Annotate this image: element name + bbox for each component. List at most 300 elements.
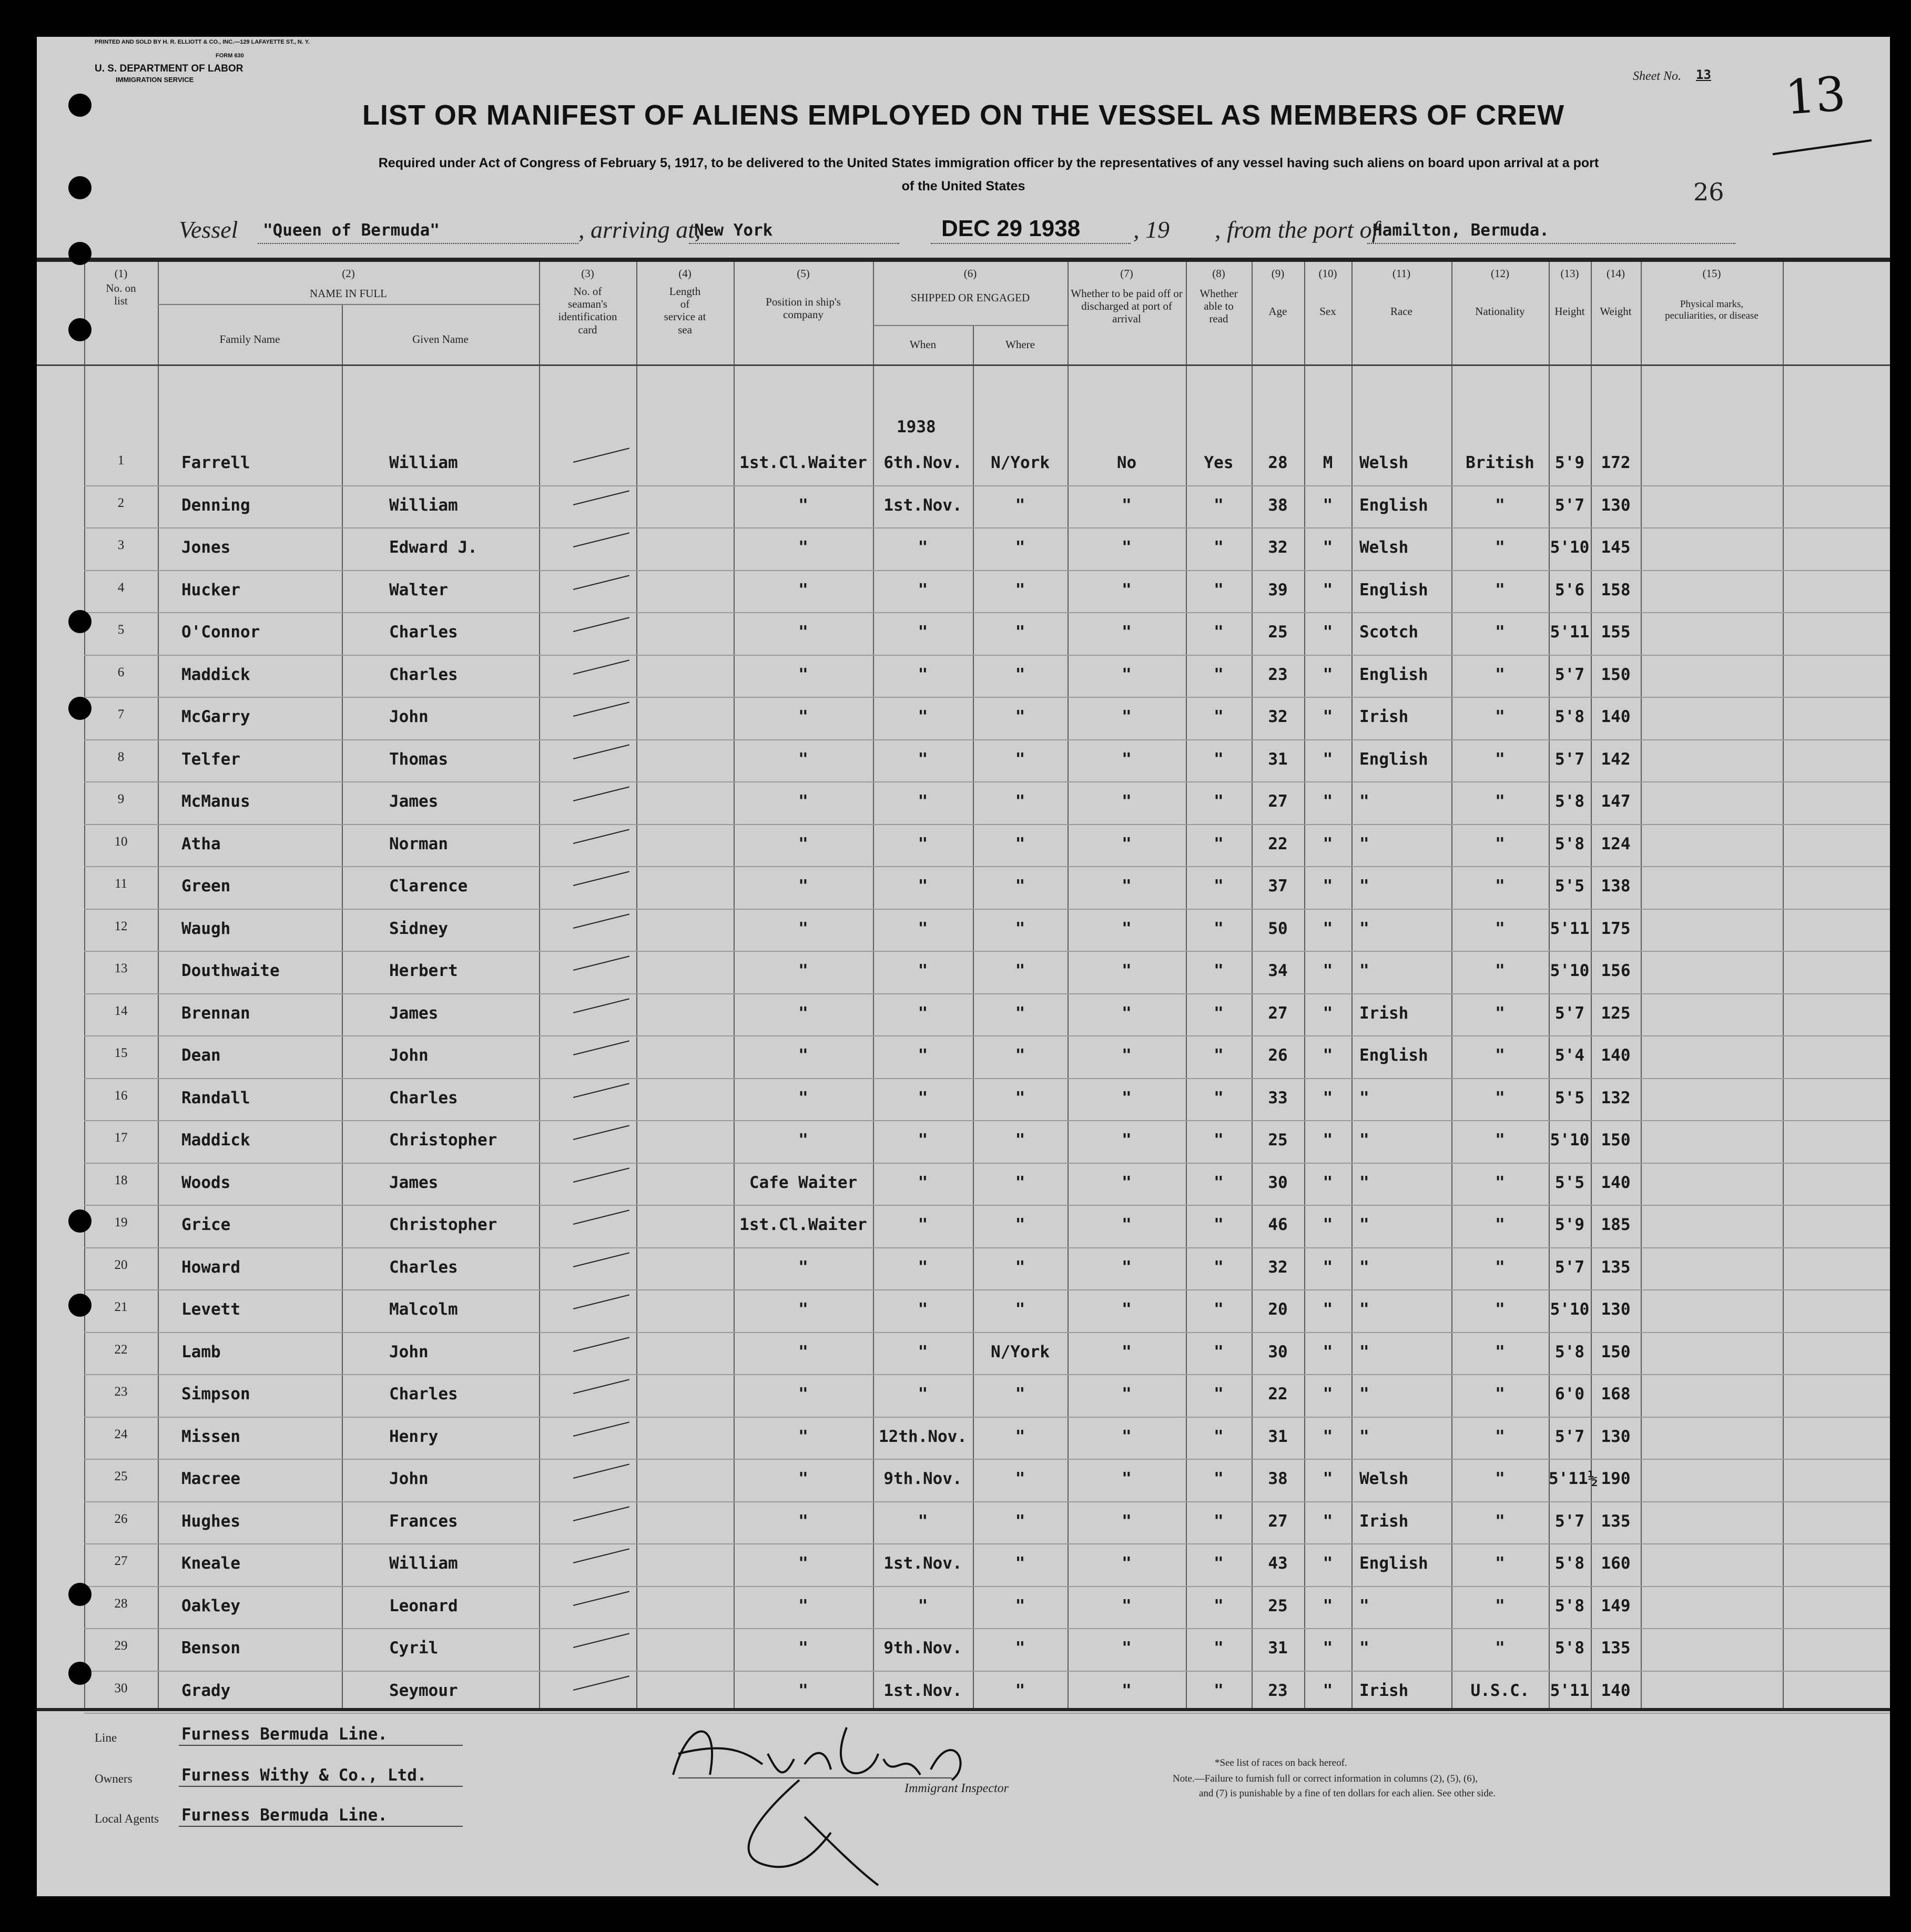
col-header-sex: (10) Sex: [1318, 267, 1337, 318]
family-name: Dean: [181, 1046, 221, 1065]
nationality: ": [1495, 1342, 1505, 1361]
family-name: Grady: [181, 1681, 231, 1700]
age: 34: [1268, 961, 1288, 980]
checkmark: [573, 1209, 629, 1225]
checkmark: [573, 1675, 629, 1691]
given-name: Clarence: [389, 877, 468, 896]
race: ": [1359, 1173, 1369, 1192]
race: ": [1359, 919, 1369, 938]
shipped-where: ": [1015, 623, 1025, 642]
height: 5'7: [1555, 1427, 1584, 1446]
sex: ": [1323, 1469, 1333, 1488]
given-name: Herbert: [389, 961, 458, 980]
handwritten-count: 26: [1693, 178, 1724, 206]
shipped-when: 9th.Nov.: [883, 1639, 962, 1658]
position: ": [798, 1511, 808, 1531]
able-to-read: ": [1214, 1427, 1224, 1446]
weight: 135: [1601, 1511, 1631, 1531]
race: ": [1359, 1427, 1369, 1446]
race: Irish: [1359, 1003, 1409, 1023]
weight: 125: [1601, 1003, 1631, 1023]
sex: ": [1323, 1511, 1333, 1531]
crew-table: [37, 262, 1890, 1708]
sex: ": [1323, 834, 1333, 853]
weight: 138: [1601, 877, 1631, 896]
able-to-read: ": [1214, 1554, 1224, 1573]
family-name: Oakley: [181, 1596, 240, 1615]
paid-off: ": [1122, 1046, 1132, 1065]
shipped-when: ": [918, 1511, 928, 1531]
shipped-where: ": [1015, 580, 1025, 599]
sex: ": [1323, 538, 1333, 557]
able-to-read: ": [1214, 1131, 1224, 1150]
paid-off: ": [1122, 792, 1132, 811]
race: ": [1359, 1596, 1369, 1615]
punch-hole: [68, 697, 92, 720]
race: ": [1359, 1342, 1369, 1361]
line-value: Furness Bermuda Line.: [181, 1725, 388, 1744]
given-name: James: [389, 792, 439, 811]
position: ": [798, 792, 808, 811]
able-to-read: ": [1214, 834, 1224, 853]
able-to-read: ": [1214, 1639, 1224, 1658]
table-top-rule: [37, 258, 1890, 262]
able-to-read: ": [1214, 538, 1224, 557]
nationality: ": [1495, 961, 1505, 980]
shipped-when: ": [918, 1003, 928, 1023]
family-name: Levett: [181, 1300, 240, 1319]
weight: 172: [1601, 453, 1631, 472]
age: 30: [1268, 1342, 1288, 1361]
checkmark: [573, 1548, 629, 1563]
table-row: [37, 658, 1890, 700]
handwritten-underline: [1773, 139, 1872, 155]
position: ": [798, 1131, 808, 1150]
row-number: 28: [114, 1596, 128, 1611]
shipped-where: ": [1015, 1088, 1025, 1107]
col-header-weight: (14) Weight: [1600, 267, 1632, 318]
race: Irish: [1359, 1511, 1409, 1531]
vessel-name: "Queen of Bermuda": [263, 221, 440, 240]
line-label: Line: [95, 1731, 117, 1744]
handwritten-sheet-number: 13: [1783, 66, 1848, 126]
given-name: John: [389, 1046, 429, 1065]
service: IMMIGRATION SERVICE: [116, 76, 194, 84]
col-header-nationality: (12) Nationality: [1475, 267, 1525, 318]
checkmark: [573, 1379, 629, 1394]
sex: ": [1323, 1385, 1333, 1404]
arrival-date-stamp: DEC 29 1938: [941, 216, 1081, 241]
age: 31: [1268, 1427, 1288, 1446]
arriving-label: , arriving at,: [578, 216, 701, 243]
punch-hole: [68, 94, 92, 117]
given-name: Leonard: [389, 1596, 458, 1615]
punch-hole: [68, 1209, 92, 1233]
able-to-read: ": [1214, 919, 1224, 938]
col-header-where: Where: [1005, 338, 1035, 351]
position: ": [798, 1046, 808, 1065]
sex: ": [1323, 792, 1333, 811]
checkmark: [573, 786, 629, 801]
table-row: [37, 954, 1890, 996]
weight: 140: [1601, 707, 1631, 726]
position: ": [798, 665, 808, 684]
table-row: [37, 869, 1890, 912]
row-number: 17: [114, 1131, 128, 1145]
position: 1st.Cl.Waiter: [739, 453, 867, 472]
paid-off: ": [1122, 1088, 1132, 1107]
age: 22: [1268, 834, 1288, 853]
shipped-when: ": [918, 538, 928, 557]
weight: 156: [1601, 961, 1631, 980]
shipped-when: ": [918, 1257, 928, 1277]
race: Irish: [1359, 1681, 1409, 1700]
height: 5'9: [1555, 1215, 1584, 1234]
age: 23: [1268, 665, 1288, 684]
height: 5'7: [1555, 1257, 1584, 1277]
age: 25: [1268, 1596, 1288, 1615]
weight: 140: [1601, 1046, 1631, 1065]
family-name: Denning: [181, 495, 250, 515]
family-name: Jones: [181, 538, 231, 557]
age: 33: [1268, 1088, 1288, 1107]
nationality: ": [1495, 1427, 1505, 1446]
row-number: 3: [117, 538, 125, 552]
shipped-when: ": [918, 580, 928, 599]
table-row: [37, 1250, 1890, 1293]
race: ": [1359, 1215, 1369, 1234]
table-row: [37, 446, 1890, 489]
given-name: Christopher: [389, 1215, 497, 1234]
row-number: 21: [114, 1300, 128, 1314]
sex: ": [1323, 1131, 1333, 1150]
shipped-where: ": [1015, 707, 1025, 726]
checkmark: [573, 448, 629, 463]
shipped-where: ": [1015, 834, 1025, 853]
able-to-read: ": [1214, 495, 1224, 515]
paid-off: ": [1122, 580, 1132, 599]
weight: 145: [1601, 538, 1631, 557]
paid-off: ": [1122, 623, 1132, 642]
checkmark: [573, 617, 629, 632]
able-to-read: ": [1214, 623, 1224, 642]
sex: ": [1323, 1596, 1333, 1615]
position: ": [798, 1300, 808, 1319]
height: 5'10: [1550, 961, 1590, 980]
given-name: Walter: [389, 580, 448, 599]
able-to-read: ": [1214, 1173, 1224, 1192]
given-name: James: [389, 1003, 439, 1023]
family-name: Hughes: [181, 1511, 240, 1531]
age: 28: [1268, 453, 1288, 472]
weight: 130: [1601, 495, 1631, 515]
sex: ": [1323, 580, 1333, 599]
position: ": [798, 1003, 808, 1023]
height: 5'7: [1555, 1003, 1584, 1023]
table-row: [37, 1208, 1890, 1250]
col-header-age: (9) Age: [1268, 267, 1287, 318]
form-number: FORM 630: [216, 53, 244, 59]
table-row: [37, 615, 1890, 658]
nationality: ": [1495, 1511, 1505, 1531]
race: ": [1359, 1639, 1369, 1658]
shipped-when: ": [918, 961, 928, 980]
family-name: Douthwaite: [181, 961, 280, 980]
paid-off: ": [1122, 1215, 1132, 1234]
height: 5'10: [1550, 1131, 1590, 1150]
shipped-where: ": [1015, 961, 1025, 980]
row-number: 12: [114, 919, 128, 933]
race: Welsh: [1359, 1469, 1409, 1488]
checkmark: [573, 871, 629, 886]
nationality: ": [1495, 877, 1505, 896]
position: ": [798, 1427, 808, 1446]
family-name: O'Connor: [181, 623, 260, 642]
checkmark: [573, 1040, 629, 1055]
height: 5'8: [1555, 1639, 1584, 1658]
paid-off: ": [1122, 1003, 1132, 1023]
manifest-sheet: [37, 37, 1890, 1896]
punch-hole: [68, 610, 92, 633]
shipped-when: ": [918, 1173, 928, 1192]
table-row: [37, 1504, 1890, 1547]
given-name: Henry: [389, 1427, 439, 1446]
shipped-when: ": [918, 1088, 928, 1107]
paid-off: ": [1122, 1469, 1132, 1488]
checkmark: [573, 829, 629, 844]
shipped-where: ": [1015, 1681, 1025, 1700]
given-name: John: [389, 1342, 429, 1361]
year-above-row-1: 1938: [897, 418, 936, 436]
family-name: Green: [181, 877, 231, 896]
age: 39: [1268, 580, 1288, 599]
sex: ": [1323, 1681, 1333, 1700]
col-header-id-card: (3) No. of seaman's identification card: [558, 267, 617, 336]
nationality: ": [1495, 919, 1505, 938]
nationality: ": [1495, 1046, 1505, 1065]
position: ": [798, 877, 808, 896]
shipped-where: ": [1015, 1173, 1025, 1192]
age: 37: [1268, 877, 1288, 896]
table-row: [37, 700, 1890, 743]
given-name: Charles: [389, 1257, 458, 1277]
paid-off: ": [1122, 1554, 1132, 1573]
able-to-read: ": [1214, 792, 1224, 811]
row-number: 23: [114, 1385, 128, 1399]
checkmark: [573, 1633, 629, 1648]
col-header-position: (5) Position in ship's company: [766, 267, 841, 321]
age: 27: [1268, 1511, 1288, 1531]
penalty-note-1: Note.—Failure to furnish full or correct information in columns (2), (5), (6),: [1173, 1773, 1478, 1784]
penalty-note-2: and (7) is punishable by a fine of ten dollars for each alien. See other side.: [1199, 1788, 1496, 1799]
paid-off: ": [1122, 1427, 1132, 1446]
checkmark: [573, 532, 629, 547]
weight: 160: [1601, 1554, 1631, 1573]
position: ": [798, 1257, 808, 1277]
paid-off: ": [1122, 495, 1132, 515]
year-label: , 19: [1133, 216, 1170, 243]
family-name: Lamb: [181, 1342, 221, 1361]
sex: ": [1323, 495, 1333, 515]
able-to-read: ": [1214, 665, 1224, 684]
able-to-read: ": [1214, 1257, 1224, 1277]
age: 22: [1268, 1385, 1288, 1404]
row-number: 11: [114, 877, 128, 891]
age: 25: [1268, 1131, 1288, 1150]
race: ": [1359, 1257, 1369, 1277]
weight: 142: [1601, 749, 1631, 769]
able-to-read: ": [1214, 1342, 1224, 1361]
shipped-where: ": [1015, 1554, 1025, 1573]
row-number: 4: [117, 580, 125, 595]
able-to-read: ": [1214, 580, 1224, 599]
col-header-service-length: (4) Length of service at sea: [664, 267, 706, 336]
position: ": [798, 538, 808, 557]
nationality: ": [1495, 834, 1505, 853]
race: English: [1359, 749, 1428, 769]
position: ": [798, 919, 808, 938]
department: U. S. DEPARTMENT OF LABOR: [95, 63, 243, 74]
race: ": [1359, 1385, 1369, 1404]
age: 20: [1268, 1300, 1288, 1319]
nationality: ": [1495, 707, 1505, 726]
checkmark: [573, 1083, 629, 1098]
sex: ": [1323, 749, 1333, 769]
sex: ": [1323, 919, 1333, 938]
age: 38: [1268, 1469, 1288, 1488]
nationality: ": [1495, 1003, 1505, 1023]
row-number: 20: [114, 1257, 128, 1272]
given-name: Malcolm: [389, 1300, 458, 1319]
nationality: ": [1495, 1469, 1505, 1488]
shipped-where: ": [1015, 1469, 1025, 1488]
table-row: [37, 1589, 1890, 1632]
nationality: ": [1495, 1088, 1505, 1107]
shipped-where: ": [1015, 1003, 1025, 1023]
sex: M: [1323, 453, 1333, 472]
able-to-read: ": [1214, 1003, 1224, 1023]
position: ": [798, 1088, 808, 1107]
weight: 135: [1601, 1639, 1631, 1658]
given-name: James: [389, 1173, 439, 1192]
able-to-read: ": [1214, 1469, 1224, 1488]
shipped-when: ": [918, 792, 928, 811]
immigrant-inspector-label: Immigrant Inspector: [904, 1782, 1009, 1795]
able-to-read: ": [1214, 877, 1224, 896]
given-name: William: [389, 495, 458, 515]
shipped-where: ": [1015, 1427, 1025, 1446]
race: Irish: [1359, 707, 1409, 726]
height: 5'8: [1555, 834, 1584, 853]
row-number: 1: [117, 453, 125, 467]
sex: ": [1323, 1173, 1333, 1192]
checkmark: [573, 1294, 629, 1309]
family-name: Simpson: [181, 1385, 250, 1404]
checkmark: [573, 913, 629, 929]
table-row: [37, 573, 1890, 616]
table-row: [37, 785, 1890, 827]
checkmark: [573, 1421, 629, 1437]
race: ": [1359, 792, 1369, 811]
arrival-port: New York: [694, 221, 773, 240]
family-name: Macree: [181, 1469, 240, 1488]
height: 6'0: [1555, 1385, 1584, 1404]
nationality: ": [1495, 1215, 1505, 1234]
height: 5'10: [1550, 538, 1590, 557]
sex: ": [1323, 1257, 1333, 1277]
col-header-shipped: (6) SHIPPED OR ENGAGED: [910, 267, 1030, 304]
race: ": [1359, 1300, 1369, 1319]
age: 30: [1268, 1173, 1288, 1192]
given-name: Charles: [389, 1088, 458, 1107]
row-number: 25: [114, 1469, 128, 1483]
height: 5'7: [1555, 749, 1584, 769]
height: 5'7: [1555, 665, 1584, 684]
weight: 149: [1601, 1596, 1631, 1615]
shipped-where: N/York: [991, 453, 1050, 472]
printer-line: PRINTED AND SOLD BY H. R. ELLIOTT & CO., INC.—129 LAFAYETTE ST., N. Y.: [95, 39, 310, 45]
paid-off: ": [1122, 1257, 1132, 1277]
weight: 185: [1601, 1215, 1631, 1234]
paid-off: No: [1116, 453, 1137, 472]
paid-off: ": [1122, 749, 1132, 769]
sex: ": [1323, 1046, 1333, 1065]
position: ": [798, 1342, 808, 1361]
checkmark: [573, 1591, 629, 1606]
shipped-when: 6th.Nov.: [883, 453, 962, 472]
race: Scotch: [1359, 623, 1418, 642]
height: 5'5: [1555, 1088, 1584, 1107]
nationality: ": [1495, 538, 1505, 557]
row-number: 14: [114, 1003, 128, 1018]
table-row: [37, 531, 1890, 573]
able-to-read: ": [1214, 1511, 1224, 1531]
shipped-where: ": [1015, 792, 1025, 811]
sex: ": [1323, 877, 1333, 896]
family-name: Maddick: [181, 665, 250, 684]
race: English: [1359, 580, 1428, 599]
weight: 150: [1601, 1342, 1631, 1361]
sex: ": [1323, 1300, 1333, 1319]
height: 5'5: [1555, 877, 1584, 896]
family-name: McManus: [181, 792, 250, 811]
family-name: Howard: [181, 1257, 240, 1277]
nationality: ": [1495, 1173, 1505, 1192]
family-name: McGarry: [181, 707, 250, 726]
given-name: Charles: [389, 1385, 458, 1404]
checkmark: [573, 1337, 629, 1352]
position: ": [798, 1385, 808, 1404]
height: 5'9: [1555, 453, 1584, 472]
col-header-given-name: Given Name: [412, 333, 469, 345]
row-number: 8: [117, 749, 125, 764]
weight: 135: [1601, 1257, 1631, 1277]
sex: ": [1323, 707, 1333, 726]
row-number: 16: [114, 1088, 128, 1103]
family-name: Farrell: [181, 453, 250, 472]
able-to-read: ": [1214, 1681, 1224, 1700]
table-row: [37, 1166, 1890, 1208]
weight: 158: [1601, 580, 1631, 599]
height: 5'8: [1555, 1554, 1584, 1573]
able-to-read: ": [1214, 1385, 1224, 1404]
row-number: 9: [117, 792, 125, 806]
age: 46: [1268, 1215, 1288, 1234]
age: 32: [1268, 538, 1288, 557]
paid-off: ": [1122, 1385, 1132, 1404]
given-name: Charles: [389, 623, 458, 642]
nationality: ": [1495, 580, 1505, 599]
